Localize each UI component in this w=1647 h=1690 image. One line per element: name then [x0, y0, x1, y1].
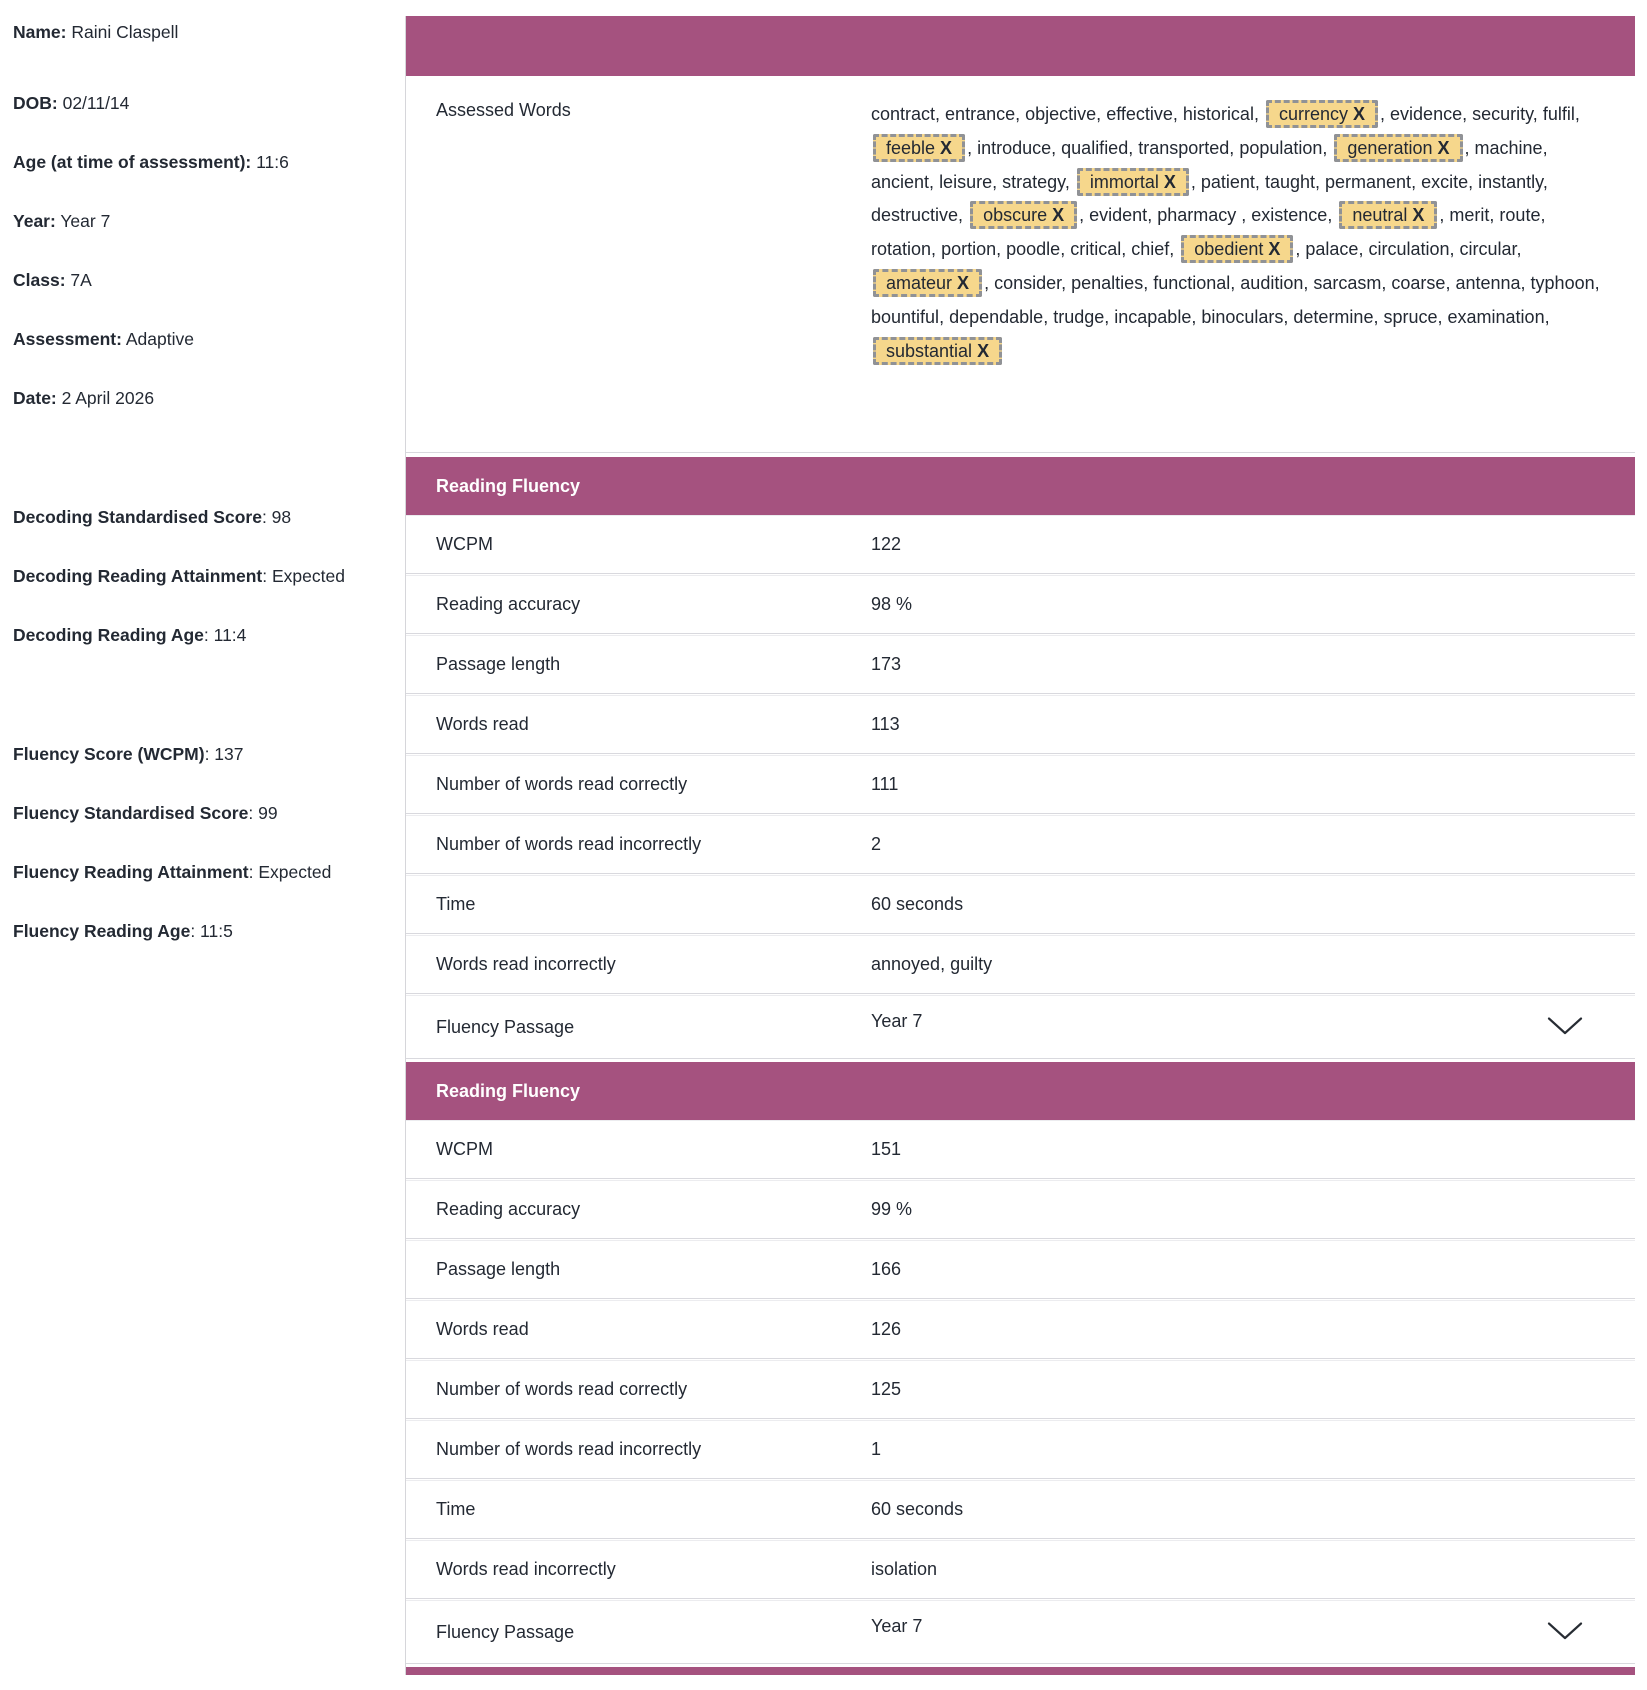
- info-field: Assessment: Adaptive: [13, 329, 194, 349]
- row-value: 60 seconds: [871, 894, 964, 914]
- row-value: 173: [871, 654, 902, 674]
- row-value: 1: [871, 1439, 882, 1459]
- flag-x-mark: X: [1163, 171, 1176, 192]
- row-label: Reading accuracy: [436, 594, 581, 614]
- info-field: DOB: 02/11/14: [13, 93, 130, 113]
- row-label: Words read incorrectly: [436, 954, 616, 974]
- info-field: Fluency Reading Age: 11:5: [13, 921, 233, 941]
- info-field: Class: 7A: [13, 270, 92, 290]
- table-row: [406, 1541, 1635, 1598]
- table-row: [406, 1181, 1635, 1238]
- table-row: [406, 1481, 1635, 1538]
- flag-x-mark: X: [977, 340, 990, 361]
- row-label: Words read incorrectly: [436, 1559, 616, 1579]
- table-row: [406, 576, 1635, 633]
- flagged-word: substantial X: [873, 337, 1002, 365]
- info-field: Decoding Reading Age: 11:4: [13, 625, 247, 645]
- section-header-reading-fluency: [406, 457, 1635, 516]
- section-title: Reading Fluency: [436, 1081, 581, 1101]
- section-header-reading-fluency: [406, 1062, 1635, 1121]
- assessed-words-label: Assessed Words: [436, 100, 571, 120]
- flagged-word: immortal X: [1077, 168, 1189, 196]
- table-row: [406, 636, 1635, 693]
- table-row: [406, 876, 1635, 933]
- row-value: isolation: [871, 1559, 938, 1579]
- row-value: 122: [871, 534, 902, 554]
- table-row: [406, 1361, 1635, 1418]
- row-value: 98 %: [871, 594, 913, 614]
- report-main-column: [405, 16, 1635, 1675]
- row-value: 166: [871, 1259, 902, 1279]
- row-label: Number of words read correctly: [436, 1379, 688, 1399]
- table-row: [406, 816, 1635, 873]
- flag-x-mark: X: [1437, 137, 1450, 158]
- flagged-word: neutral X: [1339, 201, 1437, 229]
- fluency-passage-row[interactable]: [406, 1601, 1635, 1663]
- table-row: [406, 696, 1635, 753]
- flagged-word: generation X: [1334, 134, 1462, 162]
- row-label: Number of words read incorrectly: [436, 1439, 702, 1459]
- flagged-word: currency X: [1266, 100, 1378, 128]
- flagged-word: amateur X: [873, 269, 982, 297]
- fluency-passage-row[interactable]: [406, 996, 1635, 1058]
- row-value: 113: [871, 714, 900, 734]
- row-value: 60 seconds: [871, 1499, 964, 1519]
- row-value: 2: [871, 834, 882, 854]
- flag-x-mark: X: [1353, 104, 1366, 124]
- fluency-passage-value: Year 7: [871, 1010, 923, 1031]
- row-label: WCPM: [436, 1139, 493, 1159]
- info-field: Decoding Reading Attainment: Expected: [13, 566, 345, 586]
- flag-x-mark: X: [1052, 205, 1065, 226]
- table-row: [406, 1301, 1635, 1358]
- info-field: Name: Raini Claspell: [13, 22, 179, 42]
- flag-x-mark: X: [940, 137, 953, 158]
- table-header-bar: [406, 16, 1635, 76]
- row-value: 151: [871, 1139, 902, 1159]
- row-label: Words read: [436, 714, 529, 734]
- chevron-down-icon[interactable]: [1547, 1017, 1583, 1036]
- row-label: Passage length: [436, 1259, 561, 1279]
- table-row: [406, 1121, 1635, 1178]
- table-row: [406, 1241, 1635, 1298]
- info-field: Age (at time of assessment): 11:6: [13, 152, 289, 172]
- table-row: [406, 936, 1635, 993]
- row-label: Number of words read correctly: [436, 774, 688, 794]
- row-label: Number of words read incorrectly: [436, 834, 702, 854]
- chevron-down-icon[interactable]: [1547, 1622, 1583, 1641]
- flag-x-mark: X: [1268, 239, 1281, 260]
- table-row: [406, 1421, 1635, 1478]
- section-title: Reading Fluency: [436, 476, 581, 496]
- info-field: Fluency Score (WCPM): 137: [13, 744, 244, 764]
- row-label: Time: [436, 1499, 476, 1519]
- assessed-words-row: [406, 76, 1635, 453]
- info-field: Date: 2 April 2026: [13, 388, 155, 408]
- row-value: 99 %: [871, 1199, 913, 1219]
- row-value: 111: [871, 774, 899, 794]
- row-value: annoyed, guilty: [871, 954, 993, 974]
- next-section-header-partial: [406, 1667, 1635, 1675]
- row-label: Time: [436, 894, 476, 914]
- info-field: Decoding Standardised Score: 98: [13, 507, 292, 527]
- row-label: Words read: [436, 1319, 529, 1339]
- flagged-word: feeble X: [873, 134, 965, 162]
- table-row: [406, 516, 1635, 573]
- flag-x-mark: X: [1412, 205, 1425, 226]
- row-label: Reading accuracy: [436, 1199, 581, 1219]
- row-label: Passage length: [436, 654, 561, 674]
- info-field: Fluency Standardised Score: 99: [13, 803, 278, 823]
- row-label: WCPM: [436, 534, 493, 554]
- fluency-passage-value: Year 7: [871, 1615, 923, 1636]
- assessed-words-list: contract, entrance, objective, effective, historical, currency X , evidence, security, fulfil, feeble X , introduce, qualified, transported, population, generation X , machine, ancient, leisure, strategy, immortal X , patient, taught, permanent, excite, instantly, destructive, obscure X , evident, pharmacy , existence, neutral X , merit, route, rotation, portion, poodle, critical, chief, obedient X , palace, circulation, circular, amateur X , consider, penalties, functional, audition, sarcasm, coarse, antenna, typhoon, bountiful, dependable, trudge, incapable, binoculars, determine, spruce, examination, substantial X: [871, 96, 1600, 368]
- student-info-panel: [13, 22, 401, 980]
- row-value: 126: [871, 1319, 902, 1339]
- table-row: [406, 756, 1635, 813]
- flagged-word: obscure X: [970, 201, 1077, 229]
- row-value: 125: [871, 1379, 902, 1399]
- flag-x-mark: X: [957, 272, 970, 293]
- flagged-word: obedient X: [1181, 235, 1293, 263]
- info-field: Year: Year 7: [13, 211, 111, 231]
- info-field: Fluency Reading Attainment: Expected: [13, 862, 332, 882]
- fluency-passage-label: Fluency Passage: [436, 1621, 575, 1642]
- fluency-passage-label: Fluency Passage: [436, 1016, 575, 1037]
